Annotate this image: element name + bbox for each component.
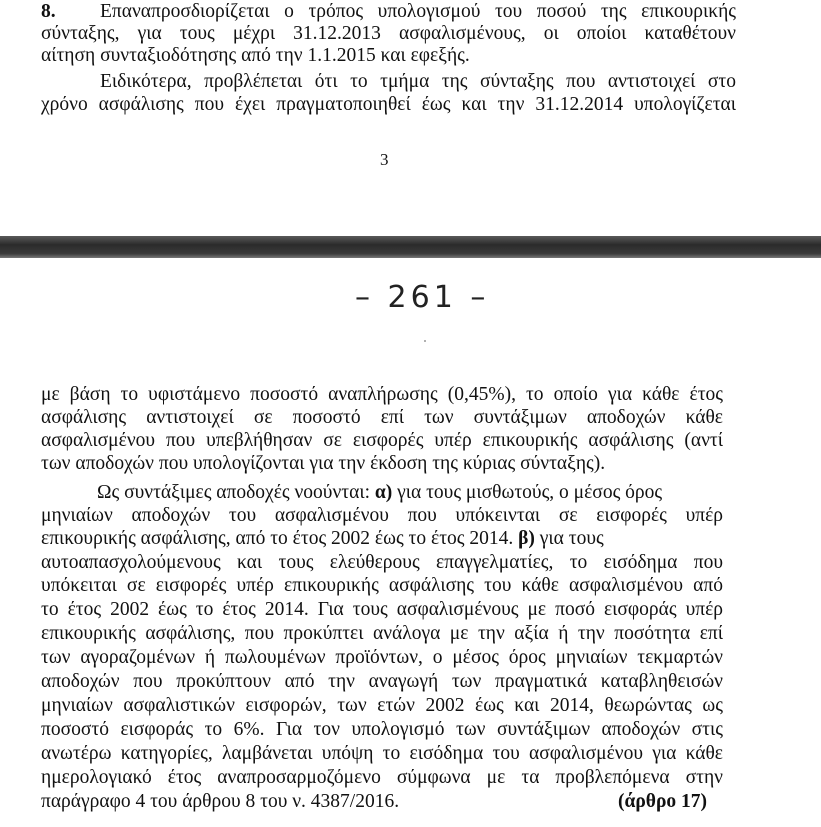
top-page-fragment xyxy=(0,0,821,236)
text-line: με βάση το υφιστάμενο ποσοστό αναπλήρωσης (0,45%), το οποίο για κάθε έτος xyxy=(41,384,723,405)
handwritten-page-number: – 261 – xyxy=(355,280,490,315)
text-line: ημερολογιακό έτος αναπροσαρμοζόμενο σύμφωνα με τα προβλεπόμενα στην xyxy=(41,767,723,788)
definition-a-start: για τους μισθωτούς, ο μέσος όρος xyxy=(397,482,663,503)
scan-separator xyxy=(0,236,821,258)
text-line: παράγραφο 4 του άρθρου 8 του ν. 4387/2016. xyxy=(41,791,400,812)
text-line xyxy=(41,527,604,551)
text-line: αποδοχών που προκύπτουν από την αναγωγή των πραγματικά καταβληθεισών xyxy=(41,671,723,692)
text-line: των αγοραζομένων ή πωλουμένων προϊόντων, ο μέσος όρος μηνιαίων τεκμαρτών xyxy=(41,647,723,668)
text-line: το έτος 2002 έως το έτος 2014. Για τους ασφαλισμένους με ποσό εισφοράς υπέρ xyxy=(41,599,723,620)
text-line: των αποδοχών που υπολογίζονται για την έκδοση της κύριας σύνταξης). xyxy=(41,453,606,474)
text-line: ανωτέρω κατηγορίες, λαμβάνεται υπόψη το εισόδημα του ασφαλισμένου για κάθε xyxy=(41,743,723,764)
text-line: Επαναπροσδιορίζεται ο τρόπος υπολογισμού του ποσού της επικουρικής xyxy=(100,1,736,22)
text-line: αίτηση συνταξιοδότησης από την 1.1.2015 και εφεξής. xyxy=(41,45,470,66)
text-line: μηνιαίων αποδοχών του ασφαλισμένου που υπόκεινται σε εισφορές υπέρ xyxy=(41,505,723,526)
text-line: υπόκειται σε εισφορές υπέρ επικουρικής ασφάλισης του κάθε ασφαλισμένου από xyxy=(41,575,723,596)
text-line: ασφάλισης αντιστοιχεί σε ποσοστό επί των συντάξιμων αποδοχών κάθε xyxy=(41,407,723,428)
article-reference: (άρθρο 17) xyxy=(618,791,708,812)
definition-a-end: επικουρικής ασφάλισης, από το έτος 2002 έως το έτος 2014. xyxy=(41,528,514,549)
scan-speck xyxy=(424,340,426,342)
text-line: αυτοαπασχολούμενους και τους ελεύθερους επαγγελματίες, το εισόδημα που xyxy=(41,552,723,573)
text-line: μηνιαίων ασφαλιστικών εισφορών, των ετών 2002 έως και 2014, θεωρώντας ως xyxy=(41,695,723,716)
text-line: χρόνο ασφάλισης που έχει πραγματοποιηθεί έως και την 31.12.2014 υπολογίζεται xyxy=(41,94,736,115)
item-number: 8. xyxy=(41,1,56,22)
definition-intro: Ως συντάξιμες αποδοχές νοούνται: xyxy=(97,482,370,503)
marker-b: β) xyxy=(518,528,535,549)
text-line: Ειδικότερα, προβλέπεται ότι το τμήμα της σύνταξης που αντιστοιχεί στο xyxy=(100,71,736,92)
definition-b-start: για τους xyxy=(539,528,604,549)
text-line: σύνταξης, για τους μέχρι 31.12.2013 ασφαλισμένους, οι οποίοι καταθέτουν xyxy=(41,23,736,44)
page-number: 3 xyxy=(380,150,389,169)
text-line: ασφαλισμένου που υπεβλήθησαν σε εισφορές υπέρ επικουρικής ασφάλισης (αντί xyxy=(41,430,723,451)
marker-a: α) xyxy=(374,482,393,503)
text-line: επικουρικής ασφάλισης, που προκύπτει ανάλογα με την αξία ή την ποσότητα επί xyxy=(41,623,723,644)
text-line: ποσοστό εισφοράς το 6%. Για τον υπολογισμό των συντάξιμων αποδοχών στις xyxy=(41,719,723,740)
text-line xyxy=(97,481,662,505)
